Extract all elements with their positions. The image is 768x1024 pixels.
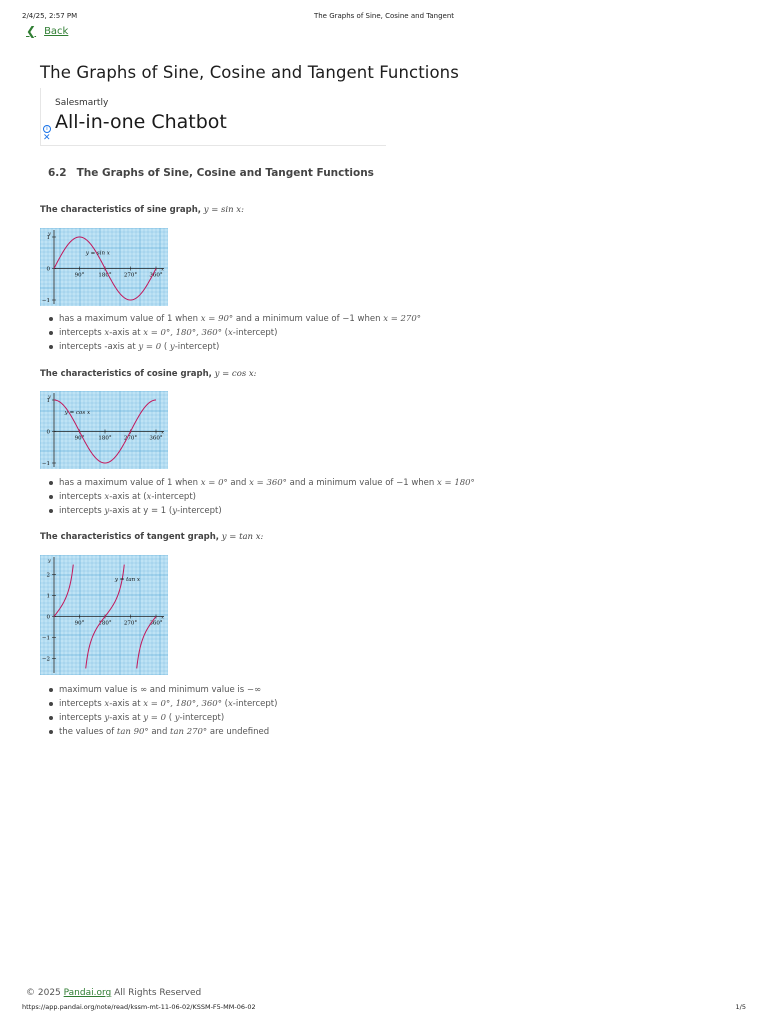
footer-copyright bbox=[26, 988, 201, 998]
list-item: intercepts x-axis at x = 0°, 180°, 360° (x-intercept) bbox=[59, 699, 278, 709]
cosine-title bbox=[40, 369, 257, 379]
x-tick-label: 360° bbox=[149, 620, 163, 627]
y-tick-label: 0 bbox=[46, 266, 50, 273]
page-indicator: 1/5 bbox=[735, 1003, 746, 1011]
tangent-graph bbox=[40, 555, 168, 675]
cosine-title-math: y = cos x: bbox=[214, 369, 257, 379]
x-tick-label: 180° bbox=[98, 435, 112, 442]
copyright-suffix: All Rights Reserved bbox=[111, 988, 202, 998]
list-item: intercepts y-axis at y = 1 (y-intercept) bbox=[59, 504, 475, 518]
sine-bullets bbox=[59, 312, 421, 354]
sine-title bbox=[40, 205, 244, 215]
list-item: intercepts x-axis at x = 0°, 180°, 360° (x-intercept) bbox=[59, 326, 421, 340]
y-axis-label: y bbox=[48, 394, 51, 400]
tangent-title-math: y = tan x: bbox=[221, 532, 264, 542]
section-title: The Graphs of Sine, Cosine and Tangent Functions bbox=[76, 167, 374, 179]
back-label: Back bbox=[44, 25, 69, 37]
x-tick-label: 90° bbox=[74, 620, 85, 627]
tangent-title-label: The characteristics of tangent graph, bbox=[40, 532, 220, 542]
x-axis-label: x bbox=[161, 266, 164, 273]
graph-svg bbox=[40, 555, 168, 675]
x-tick-label: 270° bbox=[123, 435, 138, 442]
chevron-left-icon: ❮ bbox=[26, 24, 37, 38]
print-footer bbox=[22, 1003, 746, 1013]
sine-title-math: y = sin x: bbox=[203, 205, 244, 215]
y-tick-label: −1 bbox=[41, 298, 50, 304]
ad-close-icon[interactable]: ✕ bbox=[43, 133, 51, 143]
graph-svg bbox=[40, 228, 168, 306]
y-tick-label: −2 bbox=[41, 656, 50, 663]
y-tick-label: 1 bbox=[46, 398, 50, 404]
x-tick-label: 360° bbox=[149, 272, 163, 279]
graph-label: y = sin x bbox=[85, 250, 110, 257]
x-tick-label: 270° bbox=[123, 272, 138, 279]
y-axis-label: y bbox=[48, 231, 51, 237]
ad-banner[interactable] bbox=[40, 88, 386, 146]
x-tick-label: 360° bbox=[149, 435, 163, 442]
ad-info-icon[interactable]: i bbox=[43, 125, 51, 133]
y-tick-label: −1 bbox=[41, 635, 50, 642]
ad-brand: Salesmartly bbox=[55, 98, 109, 108]
ad-headline[interactable]: All-in-one Chatbot bbox=[55, 111, 227, 133]
print-datetime: 2/4/25, 2:57 PM bbox=[22, 12, 78, 20]
list-item: has a maximum value of 1 when x = 90° and a minimum value of −1 when x = 270° bbox=[59, 314, 421, 324]
back-link[interactable] bbox=[26, 24, 68, 38]
y-tick-label: 1 bbox=[46, 235, 50, 241]
copyright-prefix: © 2025 bbox=[26, 988, 64, 998]
x-tick-label: 90° bbox=[74, 435, 85, 442]
x-axis-label: x bbox=[161, 429, 164, 436]
y-axis-label: y bbox=[48, 558, 51, 564]
print-doc-title: The Graphs of Sine, Cosine and Tangent bbox=[313, 12, 455, 20]
section-heading bbox=[48, 167, 374, 179]
y-tick-label: −1 bbox=[41, 461, 50, 467]
list-item: has a maximum value of 1 when x = 0° and x = 360° and a minimum value of −1 when x = 180° bbox=[59, 478, 475, 488]
graph-label: y = cos x bbox=[64, 410, 91, 417]
y-tick-label: 0 bbox=[46, 429, 50, 436]
x-tick-label: 270° bbox=[123, 620, 138, 627]
cosine-graph bbox=[40, 391, 168, 469]
page-title: The Graphs of Sine, Cosine and Tangent Functions bbox=[40, 63, 459, 82]
y-tick-label: 2 bbox=[46, 572, 50, 579]
cosine-title-label: The characteristics of cosine graph, bbox=[40, 369, 212, 379]
tangent-bullets bbox=[59, 683, 277, 739]
x-tick-label: 90° bbox=[74, 272, 85, 279]
list-item: maximum value is ∞ and minimum value is −∞ bbox=[59, 683, 277, 697]
x-tick-label: 180° bbox=[98, 272, 112, 279]
sine-graph bbox=[40, 228, 168, 306]
x-tick-label: 180° bbox=[98, 620, 112, 627]
graph-svg bbox=[40, 391, 168, 469]
section-number: 6.2 bbox=[48, 167, 67, 179]
print-header bbox=[22, 12, 746, 22]
list-item: intercepts x-axis at (x-intercept) bbox=[59, 490, 475, 504]
tangent-title bbox=[40, 532, 263, 542]
list-item: the values of tan 90° and tan 270° are undefined bbox=[59, 725, 277, 739]
cosine-bullets bbox=[59, 476, 475, 518]
x-axis-label: x bbox=[161, 614, 164, 621]
sine-title-label: The characteristics of sine graph, bbox=[40, 205, 202, 215]
pandai-link[interactable]: Pandai.org bbox=[63, 988, 112, 998]
y-tick-label: 1 bbox=[46, 593, 50, 600]
list-item: intercepts -axis at y = 0 ( y-intercept) bbox=[59, 340, 421, 354]
graph-label: y = tan x bbox=[114, 576, 141, 583]
list-item: intercepts y-axis at y = 0 ( y-intercept) bbox=[59, 711, 277, 725]
print-url: https://app.pandai.org/note/read/kssm-mt-11-06-02/KSSM-F5-MM-06-02 bbox=[22, 1003, 256, 1011]
y-tick-label: 0 bbox=[46, 614, 50, 621]
